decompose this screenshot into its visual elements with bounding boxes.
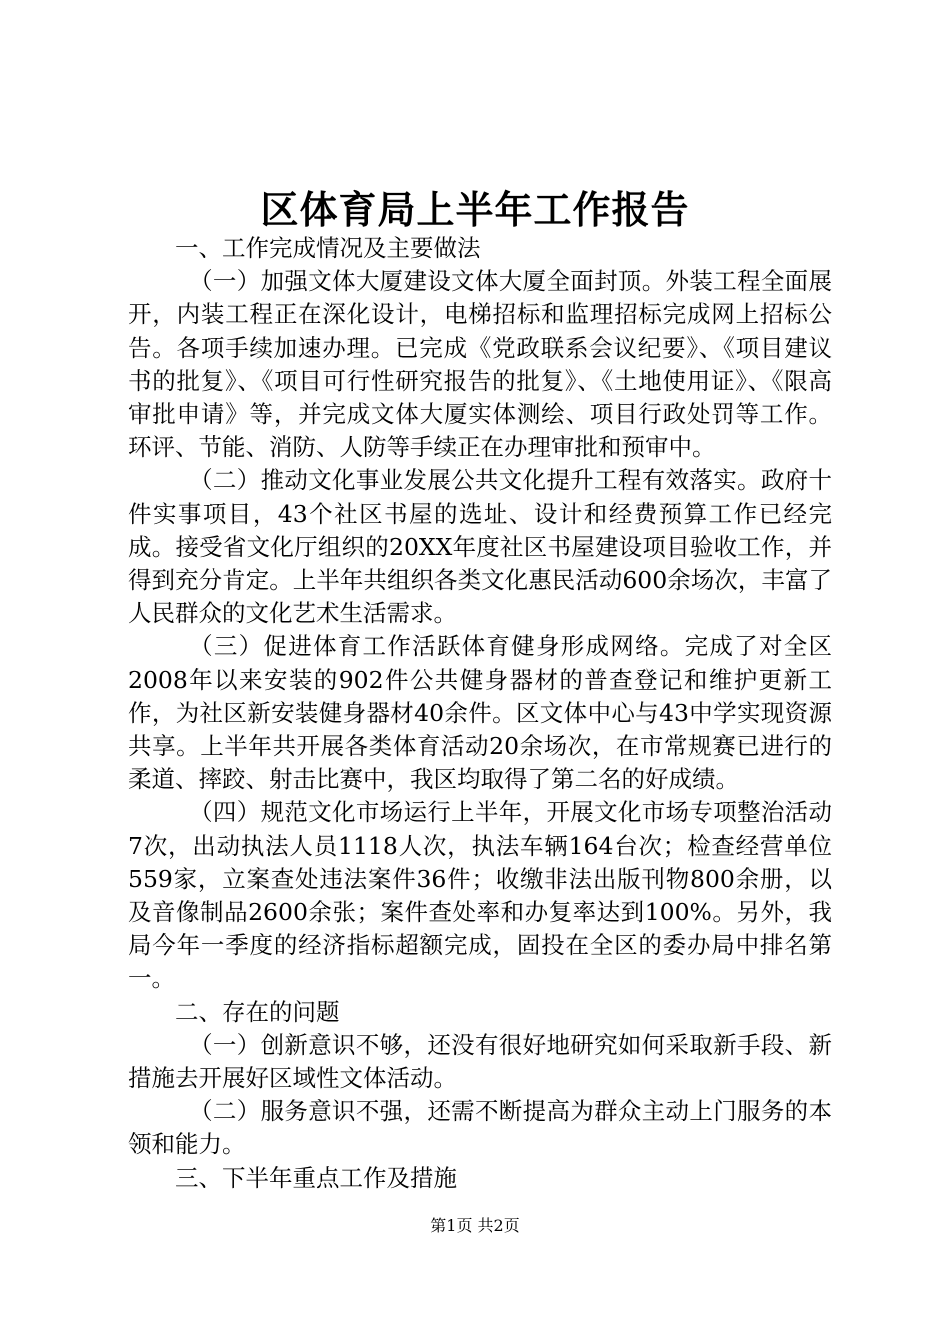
- paragraph-2-1: （一）创新意识不够，还没有很好地研究如何采取新手段、新措施去开展好区域性文体活动。: [128, 1030, 832, 1093]
- document-body: [128, 232, 832, 1195]
- page-footer: 第1页 共2页: [430, 1216, 520, 1235]
- section-heading-1: 一、工作完成情况及主要做法: [175, 234, 481, 262]
- paragraph-2-2: （二）服务意识不强，还需不断提高为群众主动上门服务的本领和能力。: [128, 1097, 832, 1159]
- section-heading-2: 二、存在的问题: [175, 997, 340, 1026]
- paragraph-1-4: （四）规范文化市场运行上半年，开展文化市场专项整治活动7次，出动执法人员1118人次，执法车辆164台次；检查经营单位559家，立案查处违法案件36件；收缴非法出版刊物800余册，以及音像制品2600余张；案件查处率和办复率达到100%。另外，我局今年一季度的经济指标超额完成，固投在全区的委办局中排名第一。: [128, 798, 832, 993]
- section-heading-3: 三、下半年重点工作及措施: [175, 1163, 457, 1192]
- document-title: 区体育局上半年工作报告: [260, 187, 690, 232]
- paragraph-1-1: （一）加强文体大厦建设文体大厦全面封顶。外装工程全面展开，内装工程正在深化设计，电梯招标和监理招标完成网上招标公告。各项手续加速办理。已完成《党政联系会议纪要》、《项目建议书的批复》、《项目可行性研究报告的批复》、《土地使用证》、《限高审批申请》等，并完成文体大厦实体测绘、项目行政处罚等工作。环评、节能、消防、人防等手续正在办理审批和预审中。: [128, 267, 832, 462]
- paragraph-1-3: （三）促进体育工作活跃体育健身形成网络。完成了对全区2008年以来安装的902件公共健身器材的普查登记和维护更新工作，为社区新安装健身器材40余件。区文体中心与43中学实现资源共享。上半年共开展各类体育活动20余场次，在市常规赛已进行的柔道、摔跤、射击比赛中，我区均取得了第二名的好成绩。: [128, 632, 832, 794]
- paragraph-1-2: （二）推动文化事业发展公共文化提升工程有效落实。政府十件实事项目，43个社区书屋的选址、设计和经费预算工作已经完成。接受省文化厅组织的20XX年度社区书屋建设项目验收工作，并得到充分肯定。上半年共组织各类文化惠民活动600余场次，丰富了人民群众的文化艺术生活需求。: [128, 466, 832, 628]
